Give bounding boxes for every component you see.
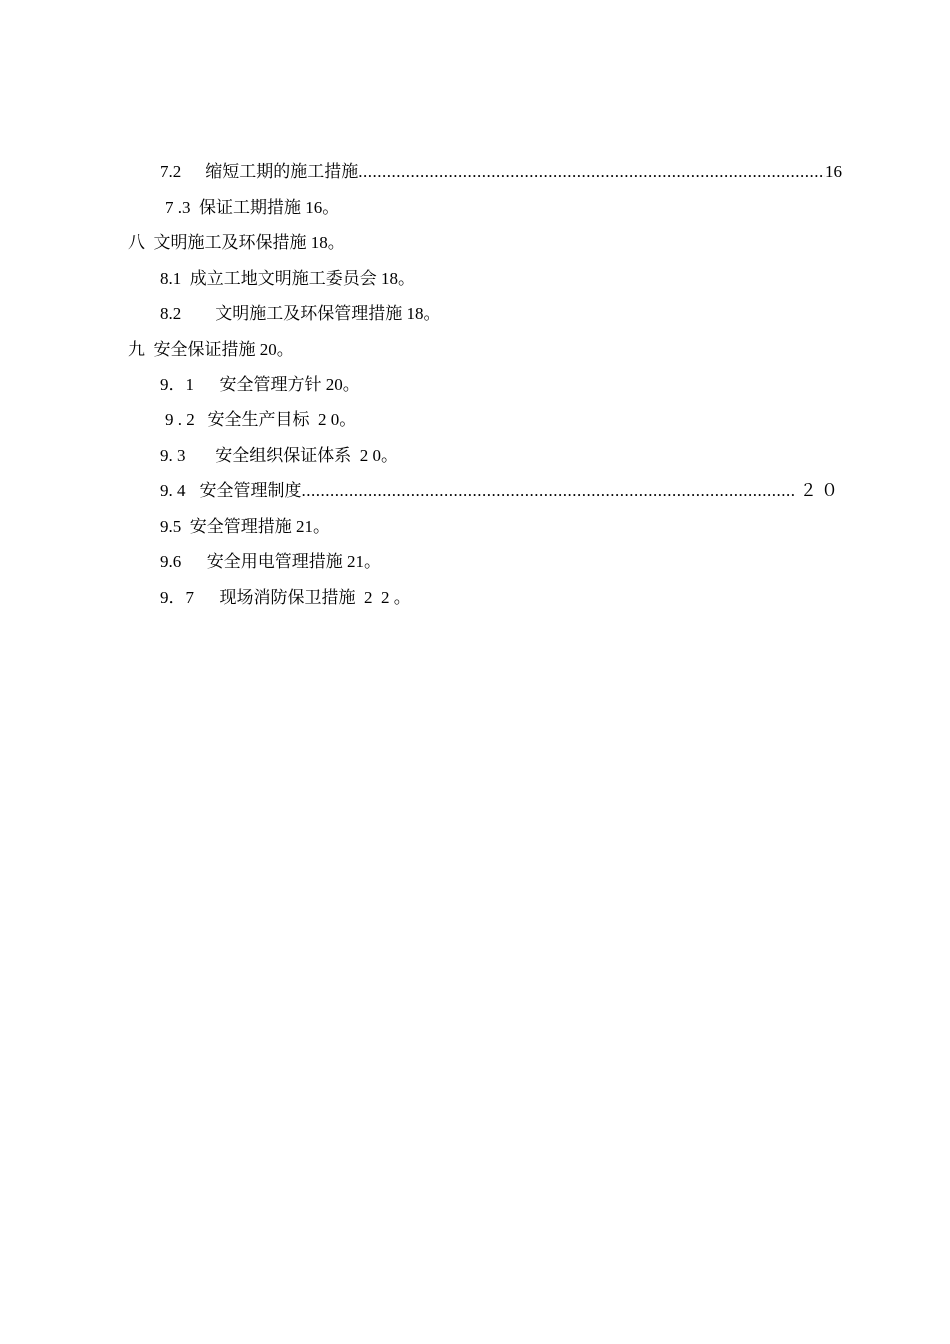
toc-entry-title: 缩短工期的施工措施 (205, 162, 359, 181)
toc-entry-number: 9. 4 (160, 481, 186, 500)
toc-entry-page: ２ ０ (799, 481, 838, 500)
toc-entry-7-3: 7 .3 保证工期措施 16。 (165, 198, 340, 217)
toc-section-9: 九 安全保证措施 20。 (128, 340, 294, 359)
toc-entry-9-4 (160, 478, 838, 504)
dot-leader (302, 478, 794, 504)
toc-entry-number: 7.2 (160, 162, 182, 181)
toc-entry-8-1: 8.1 成立工地文明施工委员会 18。 (160, 269, 415, 288)
toc-section-8: 八 文明施工及环保措施 18。 (128, 233, 345, 252)
toc-entry-9-7: 9．7 现场消防保卫措施 2 2 。 (160, 588, 411, 607)
toc-entry-9-3: 9. 3 安全组织保证体系 2 0。 (160, 446, 398, 465)
toc-entry-9-2: 9 . 2 安全生产目标 2 0。 (165, 410, 357, 429)
toc-entry-8-2: 8.2 文明施工及环保管理措施 18。 (160, 304, 441, 323)
toc-entry-9-6: 9.6 安全用电管理措施 21。 (160, 552, 381, 571)
dot-leader (358, 159, 825, 185)
toc-entry-page: 16 (825, 162, 842, 181)
toc-entry-title: 安全管理制度 (199, 481, 302, 500)
toc-entry-7-2 (160, 159, 842, 185)
toc-entry-9-5: 9.5 安全管理措施 21。 (160, 517, 330, 536)
toc-entry-9-1: 9．1 安全管理方针 20。 (160, 375, 360, 394)
